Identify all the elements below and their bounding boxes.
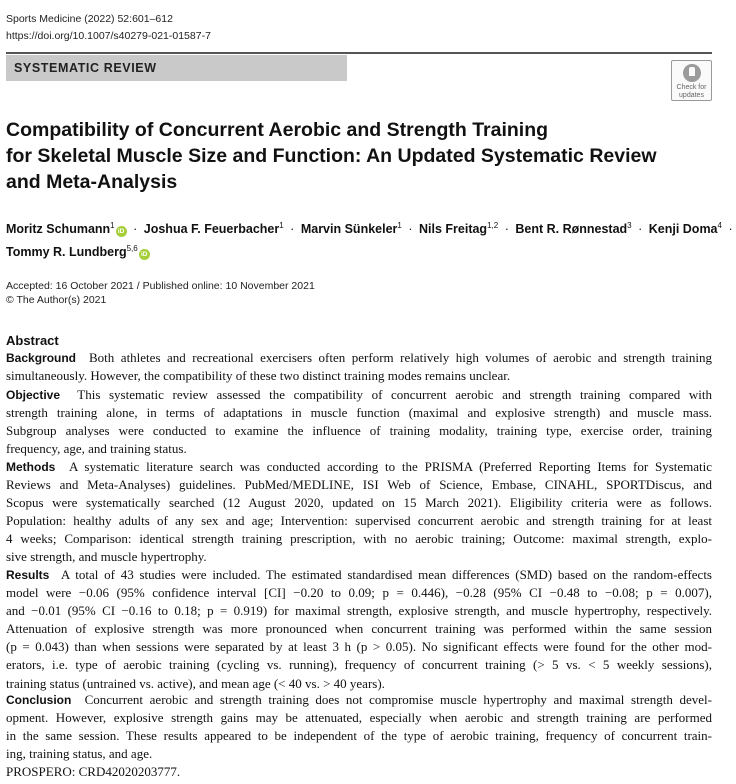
abstract-conclusion-label: Conclusion bbox=[6, 693, 72, 707]
title-line: Compatibility of Concurrent Aerobic and Strength Training bbox=[6, 119, 549, 141]
abstract-objective: Objective This systematic review assessed the compatibility of concurrent aerobic and strength training compared with strength training alone, in terms of adaptations in muscle function (maximal and explosive strength) and muscle mass. Subgroup analyses were conducted to examine the influence of training modality, training type, exercise order, training frequency, age, and training status. bbox=[6, 387, 712, 457]
author-line-2 bbox=[6, 239, 718, 262]
orcid-icon[interactable]: iD bbox=[139, 249, 150, 260]
abstract-results: Results A total of 43 studies were included. The estimated standardised mean differences (SMD) based on the random-effects model were −0.06 (95% confidence interval [CI] −0.20 to 0.09; p = 0.446), −0.28 (95% CI −0.48 to −0.08; p = 0.007), and −0.01 (95% CI −0.16 to 0.18; p = 0.919) for maximal strength, explosive strength, and muscle hypertrophy, respectively. Attenuation of explosive strength was more pronounced when concurrent training was performed within the same session (p = 0.043) than when sessions were separated by at least 3 h (p > 0.05). No significant effects were found for the other mod- erators, i.e. type of aerobic training (cycling vs. running), frequency of concurrent training (> 5 vs. < 5 weekly sessions), training status (untrained vs. active), and mean age (< 40 vs. > 40 years). bbox=[6, 567, 712, 691]
author[interactable]: Joshua F. Feuerbacher bbox=[143, 222, 280, 236]
abstract-background-label: Background bbox=[6, 351, 77, 365]
author-affiliation: 1 bbox=[110, 221, 115, 230]
header-rule bbox=[6, 52, 712, 54]
author-separator: · bbox=[504, 222, 509, 236]
author-affiliation: 1,2 bbox=[487, 221, 499, 230]
author-affiliation: 4 bbox=[717, 221, 722, 230]
author-separator: · bbox=[290, 222, 295, 236]
author-affiliation: 3 bbox=[627, 221, 632, 230]
orcid-icon[interactable]: iD bbox=[116, 226, 127, 237]
journal-citation: Sports Medicine (2022) 52:601–612 bbox=[6, 13, 173, 25]
author[interactable]: Marvin Sünkeler bbox=[300, 222, 398, 236]
article-title bbox=[6, 117, 706, 195]
abstract-background: Background Both athletes and recreational exercisers often perform relatively high volumes of aerobic and strength training simultaneously. However, the compatibility of these two distinct training modes remains unclear. bbox=[6, 350, 713, 384]
abstract-objective-label: Objective bbox=[6, 388, 61, 402]
abstract-results-label: Results bbox=[6, 568, 50, 582]
title-line: and Meta-Analysis bbox=[6, 171, 178, 193]
author[interactable]: Tommy R. Lundberg bbox=[6, 245, 127, 259]
section-label: SYSTEMATIC REVIEW bbox=[6, 55, 347, 81]
check-for-updates-icon bbox=[683, 64, 701, 82]
author[interactable]: Kenji Doma bbox=[648, 222, 718, 236]
abstract-conclusion: Conclusion Concurrent aerobic and strength training does not compromise muscle hypertrophy and maximal strength devel- opment. However, explosive strength gains may be attenuated, especially when aerobic and strength training are performed in the same session. These results appeared to be independent of the type of aerobic training, frequency of concurrent train- ing, training status, and age. bbox=[6, 692, 712, 762]
doi-link[interactable]: https://doi.org/10.1007/s40279-021-01587-7 bbox=[6, 30, 211, 42]
author-list bbox=[6, 216, 733, 262]
author[interactable]: Bent R. Rønnestad bbox=[515, 222, 628, 236]
abstract-methods-label: Methods bbox=[6, 460, 56, 474]
author-separator: · bbox=[408, 222, 413, 236]
publication-dates bbox=[6, 279, 315, 307]
author-separator: · bbox=[728, 222, 733, 236]
author-affiliation: 1 bbox=[397, 221, 402, 230]
author[interactable]: Moritz Schumann bbox=[6, 222, 111, 236]
author-line-1 bbox=[6, 216, 733, 239]
abstract-methods: Methods A systematic literature search was conducted according to the PRISMA (Preferred Reporting Items for Systematic Reviews and Meta-Analyses) guidelines. PubMed/MEDLINE, ISI Web of Science, Embase, CINAHL, SPORTDiscus, and Scopus were systematically searched (12 August 2020, updated on 15 March 2021). Eligibility criteria were as follows. Population: healthy adults of any sex and age; Intervention: supervised concurrent aerobic and strength training for at least 4 weeks; Comparison: identical strength training prescription, with no aerobic training; Outcome: maximal strength, explo- sive strength, and muscle hypertrophy. bbox=[6, 459, 713, 565]
copyright-line: © The Author(s) 2021 bbox=[6, 294, 107, 306]
author-affiliation: 1 bbox=[279, 221, 284, 230]
prospero-registration: PROSPERO: CRD42020203777. bbox=[6, 764, 181, 779]
check-for-updates-badge[interactable] bbox=[671, 60, 712, 101]
title-line: for Skeletal Muscle Size and Function: An Updated Systematic Review bbox=[6, 145, 657, 167]
dates-line: Accepted: 16 October 2021 / Published online: 10 November 2021 bbox=[6, 280, 315, 292]
author-separator: · bbox=[133, 222, 138, 236]
abstract-heading: Abstract bbox=[6, 333, 59, 348]
author-affiliation: 5,6 bbox=[126, 244, 138, 253]
check-for-updates-label: Check for updates bbox=[676, 84, 707, 99]
author[interactable]: Nils Freitag bbox=[419, 222, 488, 236]
author-separator: · bbox=[638, 222, 643, 236]
